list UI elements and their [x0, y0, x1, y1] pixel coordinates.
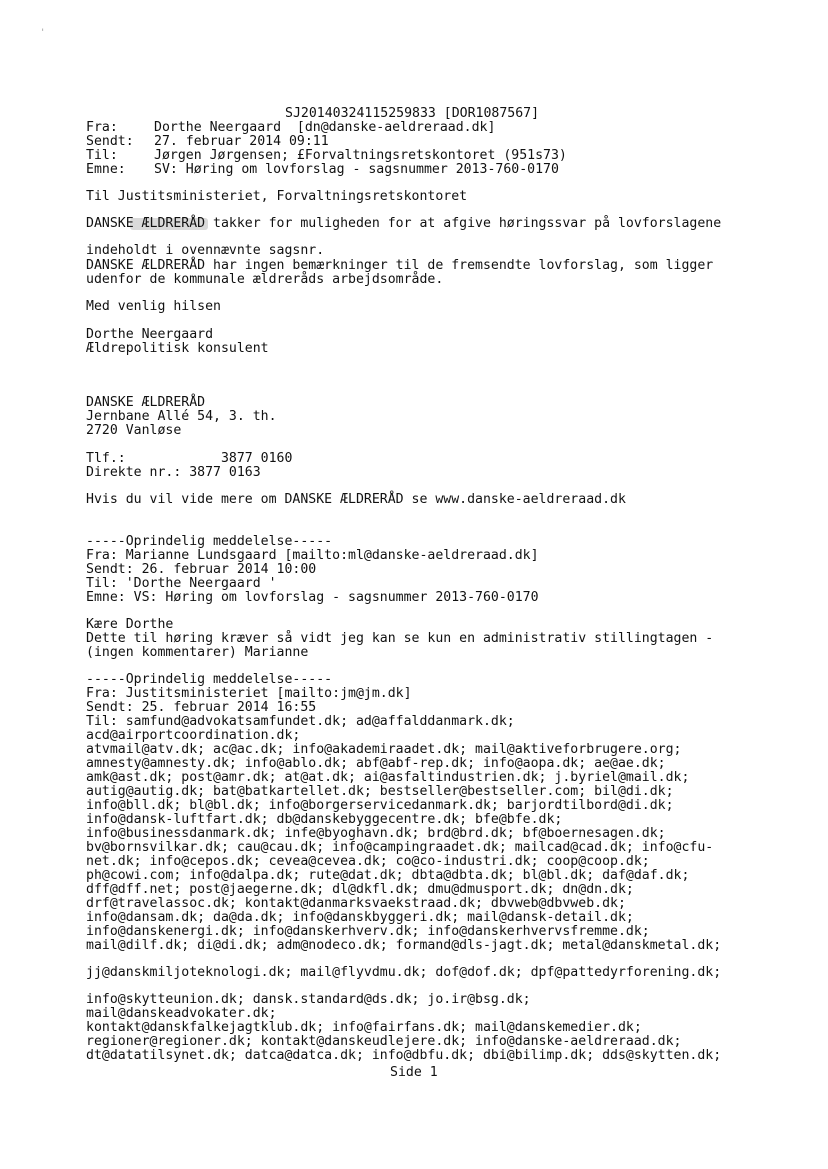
- recipient-line: jj@danskmiljoteknologi.dk; mail@flyvdmu.dk; dof@dof.dk; dpf@pattedyrforening.dk;: [86, 965, 722, 980]
- recipient-line: autig@autig.dk; bat@batkartellet.dk; bestseller@bestseller.com; bil@di.dk;: [86, 784, 674, 799]
- forward-2-from: Fra: Justitsministeriet [mailto:jm@jm.dk]: [86, 686, 412, 701]
- header-to-value: Jørgen Jørgensen; £Forvaltningsretskontoret (951s73): [154, 148, 567, 163]
- salutation: Til Justitsministeriet, Forvaltningsretskontoret: [86, 189, 468, 204]
- signature-title: Ældrepolitisk konsulent: [86, 341, 269, 356]
- recipient-line: net.dk; info@cepos.dk; cevea@cevea.dk; co@co-industri.dk; coop@coop.dk;: [86, 854, 650, 869]
- forward-1-subject: Emne: VS: Høring om lovforslag - sagsnummer 2013-760-0170: [86, 590, 539, 605]
- direct-phone-line: Direkte nr.: 3877 0163: [86, 465, 261, 480]
- recipient-line: acd@airportcoordination.dk;: [86, 728, 301, 743]
- org-address-line-1: Jernbane Allé 54, 3. th.: [86, 409, 277, 424]
- header-sent-value: 27. februar 2014 09:11: [154, 134, 329, 149]
- header-to: [86, 149, 567, 163]
- forward-1-message-line-2: (ingen kommentarer) Marianne: [86, 645, 309, 660]
- recipient-line: Til: samfund@advokatsamfundet.dk; ad@affalddanmark.dk;: [86, 714, 515, 729]
- org-address-line-2: 2720 Vanløse: [86, 423, 182, 438]
- recipient-line: dff@dff.net; post@jaegerne.dk; dl@dkfl.dk; dmu@dmusport.dk; dn@dn.dk;: [86, 882, 634, 897]
- recipient-line: info@skytteunion.dk; dansk.standard@ds.dk; jo.ir@bsg.dk;: [86, 992, 531, 1007]
- phone-line: Tlf.: 3877 0160: [86, 451, 293, 466]
- page-number: Side 1: [390, 1065, 438, 1080]
- forward-1-greeting: Kære Dorthe: [86, 617, 174, 632]
- paragraph-2-line-2: udenfor de kommunale ældreråds arbejdsområde.: [86, 272, 444, 287]
- forward-1-divider: -----Oprindelig meddelelse-----: [86, 534, 333, 549]
- recipient-line: info@dansk-luftfart.dk; db@danskebyggecentre.dk; bfe@bfe.dk;: [86, 812, 563, 827]
- header-from: [86, 121, 495, 135]
- recipient-line: amk@ast.dk; post@amr.dk; at@at.dk; ai@asfaltindustrien.dk; j.byriel@mail.dk;: [86, 770, 690, 785]
- recipient-line: amnesty@amnesty.dk; info@ablo.dk; abf@abf-rep.dk; info@aopa.dk; ae@ae.dk;: [86, 756, 666, 771]
- recipient-line: dt@datatilsynet.dk; datca@datca.dk; info@dbfu.dk; dbi@bilimp.dk; dds@skytten.dk;: [86, 1048, 722, 1063]
- forward-2-sent: Sendt: 25. februar 2014 16:55: [86, 700, 317, 715]
- header-to-label: Til:: [86, 148, 118, 163]
- recipient-line: atvmail@atv.dk; ac@ac.dk; info@akademiraadet.dk; mail@aktiveforbrugere.org;: [86, 742, 682, 757]
- website-line: Hvis du vil vide mere om DANSKE ÆLDRERÅD se www.danske-aeldreraad.dk: [86, 492, 626, 507]
- header-subject: [86, 163, 559, 177]
- paragraph-2-line-1: DANSKE ÆLDRERÅD har ingen bemærkninger til de fremsendte lovforslag, som ligger: [86, 258, 714, 273]
- forward-1-message-line-1: Dette til høring kræver så vidt jeg kan se kun en administrativ stillingtagen -: [86, 631, 714, 646]
- header-subject-label: Emne:: [86, 162, 126, 177]
- paragraph-1-line-2: indeholdt i ovennævnte sagsnr.: [86, 243, 325, 258]
- header-sent-label: Sendt:: [86, 134, 134, 149]
- recipient-line: drf@travelassoc.dk; kontakt@danmarksvaekstraad.dk; dbvweb@dbvweb.dk;: [86, 896, 626, 911]
- recipient-line: info@bll.dk; bl@bl.dk; info@borgerservicedanmark.dk; barjordtilbord@di.dk;: [86, 798, 674, 813]
- signature-name: Dorthe Neergaard: [86, 327, 214, 342]
- paragraph-1-line-1: DANSKE ÆLDRERÅD takker for muligheden for at afgive høringssvar på lovforslagene: [86, 216, 722, 231]
- scan-mark: ': [40, 28, 46, 38]
- recipient-line: ph@cowi.com; info@dalpa.dk; rute@dat.dk; dbta@dbta.dk; bl@bl.dk; daf@daf.dk;: [86, 868, 690, 883]
- recipient-line: mail@danskeadvokater.dk;: [86, 1006, 277, 1021]
- forward-1-to: Til: 'Dorthe Neergaard ': [86, 576, 277, 591]
- recipient-line: info@businessdanmark.dk; infe@byoghavn.dk; brd@brd.dk; bf@boernesagen.dk;: [86, 826, 666, 841]
- recipient-line: info@dansam.dk; da@da.dk; info@danskbyggeri.dk; mail@dansk-detail.dk;: [86, 910, 634, 925]
- header-subject-value: SV: Høring om lovforslag - sagsnummer 2013-760-0170: [154, 162, 559, 177]
- recipient-line: info@danskenergi.dk; info@danskerhverv.dk; info@danskerhvervsfremme.dk;: [86, 924, 650, 939]
- forward-2-divider: -----Oprindelig meddelelse-----: [86, 672, 333, 687]
- org-name: DANSKE ÆLDRERÅD: [86, 395, 206, 410]
- recipient-line: regioner@regioner.dk; kontakt@danskeudlejere.dk; info@danske-aeldreraad.dk;: [86, 1034, 682, 1049]
- closing: Med venlig hilsen: [86, 299, 221, 314]
- recipient-line: bv@bornsvilkar.dk; cau@cau.dk; info@campingraadet.dk; mailcad@cad.dk; info@cfu-: [86, 840, 714, 855]
- document-id: SJ20140324115259833 [DOR1087567]: [285, 106, 540, 121]
- forward-1-from: Fra: Marianne Lundsgaard [mailto:ml@danske-aeldreraad.dk]: [86, 548, 539, 563]
- header-from-value: Dorthe Neergaard [dn@danske-aeldreraad.dk]: [154, 120, 496, 135]
- recipient-line: kontakt@danskfalkejagtklub.dk; info@fairfans.dk; mail@danskemedier.dk;: [86, 1020, 642, 1035]
- header-sent: [86, 135, 329, 149]
- recipient-line: mail@dilf.dk; di@di.dk; adm@nodeco.dk; formand@dls-jagt.dk; metal@danskmetal.dk;: [86, 938, 722, 953]
- header-from-label: Fra:: [86, 120, 118, 135]
- forward-1-sent: Sendt: 26. februar 2014 10:00: [86, 562, 317, 577]
